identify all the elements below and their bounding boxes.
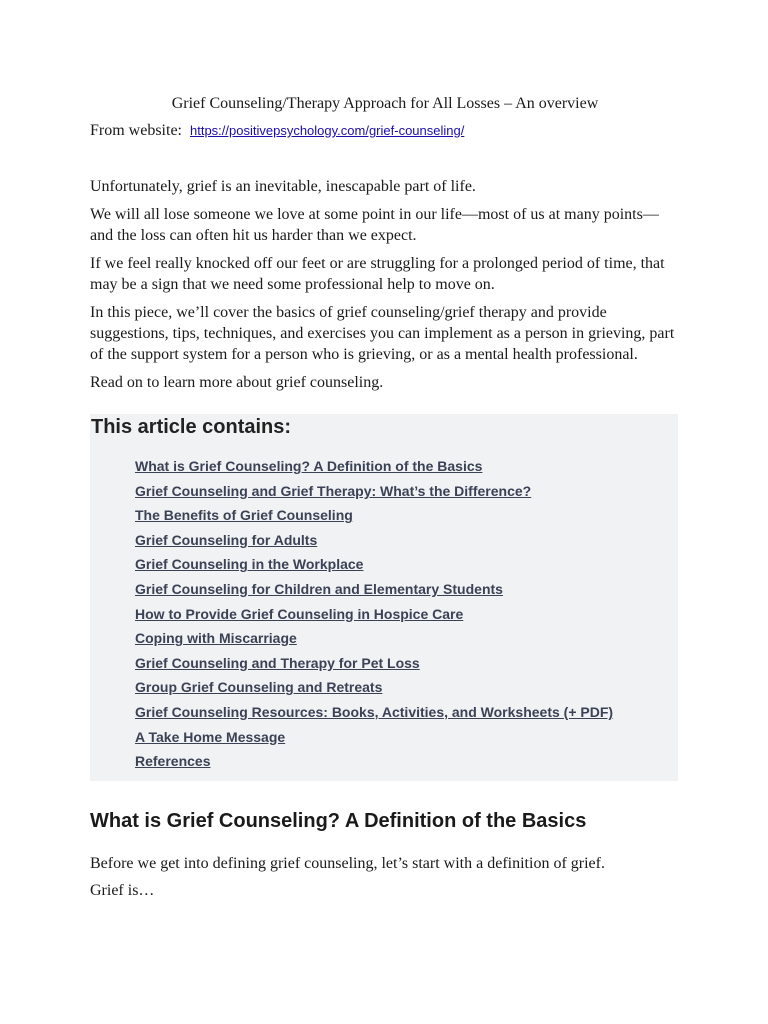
toc-link-references[interactable]: References xyxy=(135,753,211,770)
toc-item xyxy=(135,530,613,555)
section-paragraphs xyxy=(90,853,680,907)
toc-link-definition[interactable]: What is Grief Counseling? A Definition of the Basics xyxy=(135,458,483,474)
toc-item xyxy=(135,604,613,629)
toc-list xyxy=(135,456,613,776)
table-of-contents xyxy=(90,414,678,781)
toc-item xyxy=(135,727,613,752)
toc-item xyxy=(135,481,613,506)
section-paragraph: Grief is… xyxy=(90,882,155,899)
toc-link-pet-loss[interactable]: Grief Counseling and Therapy for Pet Loss xyxy=(135,654,420,671)
toc-item xyxy=(135,751,613,776)
intro-paragraph: Read on to learn more about grief counseling. xyxy=(90,374,384,391)
toc-item xyxy=(135,677,613,702)
source-line xyxy=(90,121,464,141)
toc-link-adults[interactable]: Grief Counseling for Adults xyxy=(135,531,318,548)
toc-link-children[interactable]: Grief Counseling for Children and Elementary Students xyxy=(135,580,503,597)
toc-link-benefits[interactable]: The Benefits of Grief Counseling xyxy=(135,507,353,524)
toc-link-difference[interactable]: Grief Counseling and Grief Therapy: What’s the Difference? xyxy=(135,482,532,499)
toc-item xyxy=(135,653,613,678)
section-heading: What is Grief Counseling? A Definition of the Basics xyxy=(90,810,587,832)
intro-paragraph: If we feel really knocked off our feet or are struggling for a prolonged period of time, that may be a sign that we need some professional help to move on. xyxy=(90,255,665,293)
toc-link-take-home[interactable]: A Take Home Message xyxy=(135,728,286,745)
intro-paragraph: In this piece, we’ll cover the basics of grief counseling/grief therapy and provide suggestions, tips, techniques, and exercises you can implement as a person in grieving, part of the support system for a person who is grieving, or as a mental health professional. xyxy=(90,304,675,363)
toc-item xyxy=(135,579,613,604)
toc-item xyxy=(135,702,613,727)
toc-item xyxy=(135,505,613,530)
toc-link-workplace[interactable]: Grief Counseling in the Workplace xyxy=(135,556,364,573)
source-label: From website: xyxy=(90,122,182,139)
toc-item xyxy=(135,456,613,481)
source-url-link[interactable]: https://positivepsychology.com/grief-counseling/ xyxy=(190,123,465,138)
document-title: Grief Counseling/Therapy Approach for All Losses – An overview xyxy=(171,95,599,112)
toc-link-hospice[interactable]: How to Provide Grief Counseling in Hospice Care xyxy=(135,605,464,622)
toc-link-miscarriage[interactable]: Coping with Miscarriage xyxy=(135,630,297,647)
toc-link-group[interactable]: Group Grief Counseling and Retreats xyxy=(135,679,383,696)
intro-paragraphs xyxy=(90,176,680,400)
intro-paragraph: We will all lose someone we love at some point in our life—most of us at many points—and the loss can often hit us harder than we expect. xyxy=(90,206,659,244)
intro-paragraph: Unfortunately, grief is an inevitable, inescapable part of life. xyxy=(90,178,476,195)
section-paragraph: Before we get into defining grief counseling, let’s start with a definition of grief. xyxy=(90,855,605,872)
toc-link-resources[interactable]: Grief Counseling Resources: Books, Activities, and Worksheets (+ PDF) xyxy=(135,703,614,720)
toc-item xyxy=(135,628,613,653)
toc-item xyxy=(135,554,613,579)
toc-heading: This article contains: xyxy=(91,416,292,438)
